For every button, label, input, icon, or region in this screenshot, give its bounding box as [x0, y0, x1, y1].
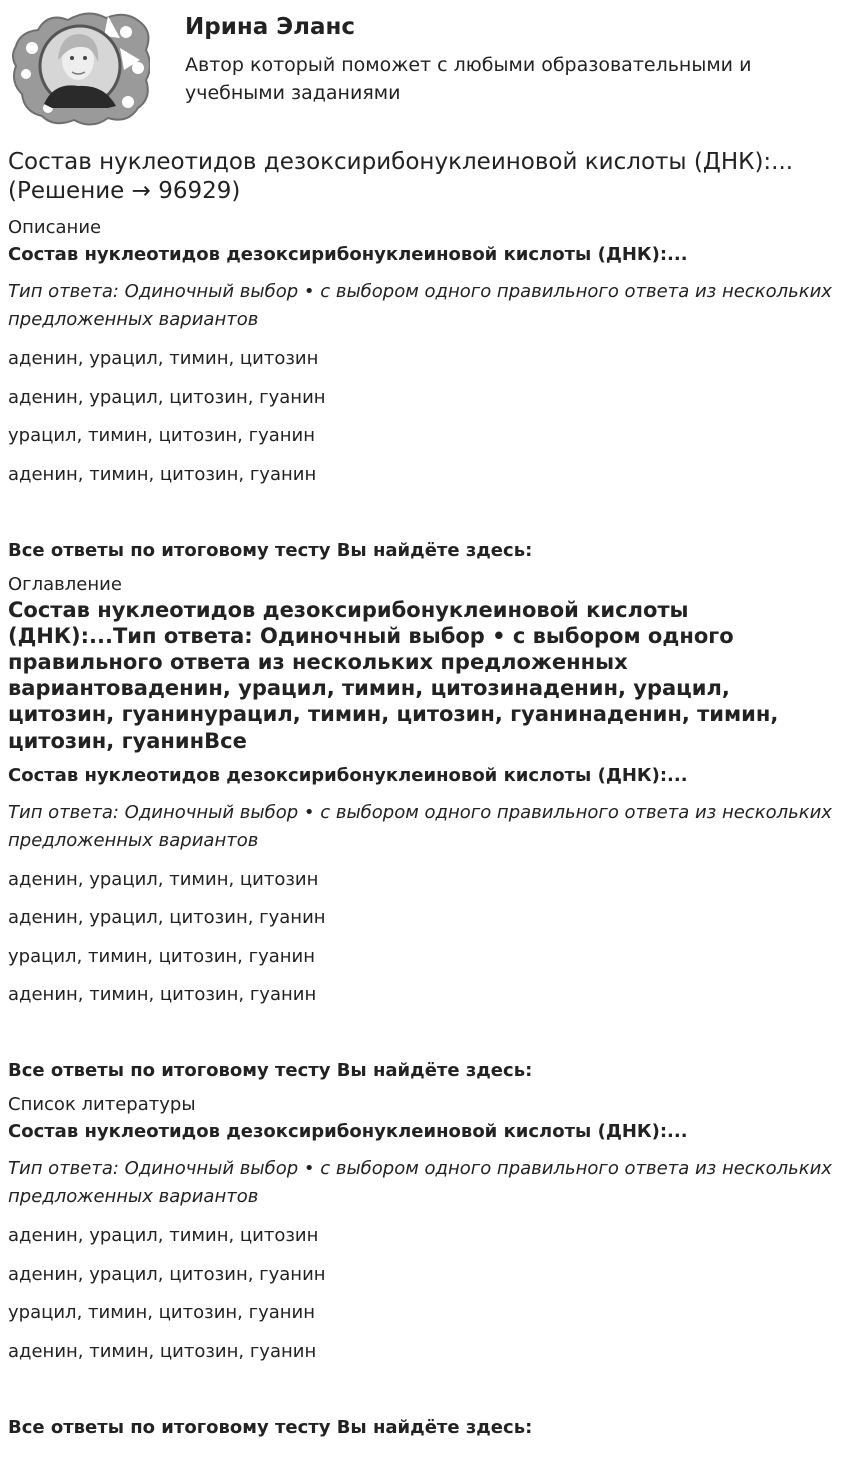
section-toc: [8, 573, 838, 1084]
answer-option: аденин, урацил, тимин, цитозин: [8, 348, 319, 369]
answer-option: аденин, тимин, цитозин, гуанин: [8, 1340, 317, 1362]
author-header: [8, 8, 838, 126]
answer-option: аденин, урацил, тимин, цитозин: [8, 868, 319, 890]
section-description: [8, 216, 838, 563]
answer-option: аденин, урацил, цитозин, гуанин: [8, 386, 326, 408]
answer-type: Тип ответа: Одиночный выбор • с выбором одного правильного ответа из нескольких предложенных вариантов: [8, 281, 832, 330]
page-title: Состав нуклеотидов дезоксирибонуклеиновой кислоты (ДНК):... (Решение → 96929): [8, 149, 794, 204]
author-avatar-icon: [8, 8, 150, 126]
author-name: Ирина Эланс: [185, 14, 356, 40]
answer-type: Тип ответа: Одиночный выбор • с выбором одного правильного ответа из нескольких предложенных вариантов: [8, 801, 832, 851]
question-title: Состав нуклеотидов дезоксирибонуклеиновой кислоты (ДНК):...: [8, 244, 688, 265]
section-label: Оглавление: [8, 573, 122, 595]
section-references: [8, 1093, 838, 1440]
answer-option: урацил, тимин, цитозин, гуанин: [8, 1302, 315, 1323]
toc-heading: Состав нуклеотидов дезоксирибонуклеиновой кислоты (ДНК):...Тип ответа: Одиночный выбор • с выбором одного правильного ответа из нескольких предложенных вариантоваденин, урацил, тимин, цитозинаденин, урацил, цитозин, гуанинурацил, тимин, цитозин, гуанинаденин, тимин, цитозин, гуанинВсе: [8, 597, 779, 753]
all-answers-link-text: Все ответы по итоговому тесту Вы найдёте здесь:: [8, 1060, 533, 1081]
answer-option: аденин, тимин, цитозин, гуанин: [8, 984, 317, 1005]
question-title: Состав нуклеотидов дезоксирибонуклеиновой кислоты (ДНК):...: [8, 1121, 688, 1142]
author-description: Автор который поможет с любыми образовательными и учебными заданиями: [185, 54, 752, 104]
answer-option: аденин, урацил, цитозин, гуанин: [8, 907, 326, 928]
answer-option: урацил, тимин, цитозин, гуанин: [8, 425, 315, 446]
all-answers-link-text: Все ответы по итоговому тесту Вы найдёте здесь:: [8, 539, 533, 561]
section-label: Список литературы: [8, 1094, 196, 1115]
question-title: Состав нуклеотидов дезоксирибонуклеиновой кислоты (ДНК):...: [8, 764, 688, 786]
answer-option: аденин, урацил, цитозин, гуанин: [8, 1263, 326, 1285]
section-label: Описание: [8, 217, 102, 238]
all-answers-link-text: Все ответы по итоговому тесту Вы найдёте здесь:: [8, 1416, 533, 1438]
answer-option: аденин, тимин, цитозин, гуанин: [8, 463, 317, 485]
main-content: [8, 148, 838, 1440]
answer-type: Тип ответа: Одиночный выбор • с выбором одного правильного ответа из нескольких предложенных вариантов: [8, 1158, 832, 1207]
answer-option: аденин, урацил, тимин, цитозин: [8, 1225, 319, 1246]
answer-option: урацил, тимин, цитозин, гуанин: [8, 945, 315, 967]
